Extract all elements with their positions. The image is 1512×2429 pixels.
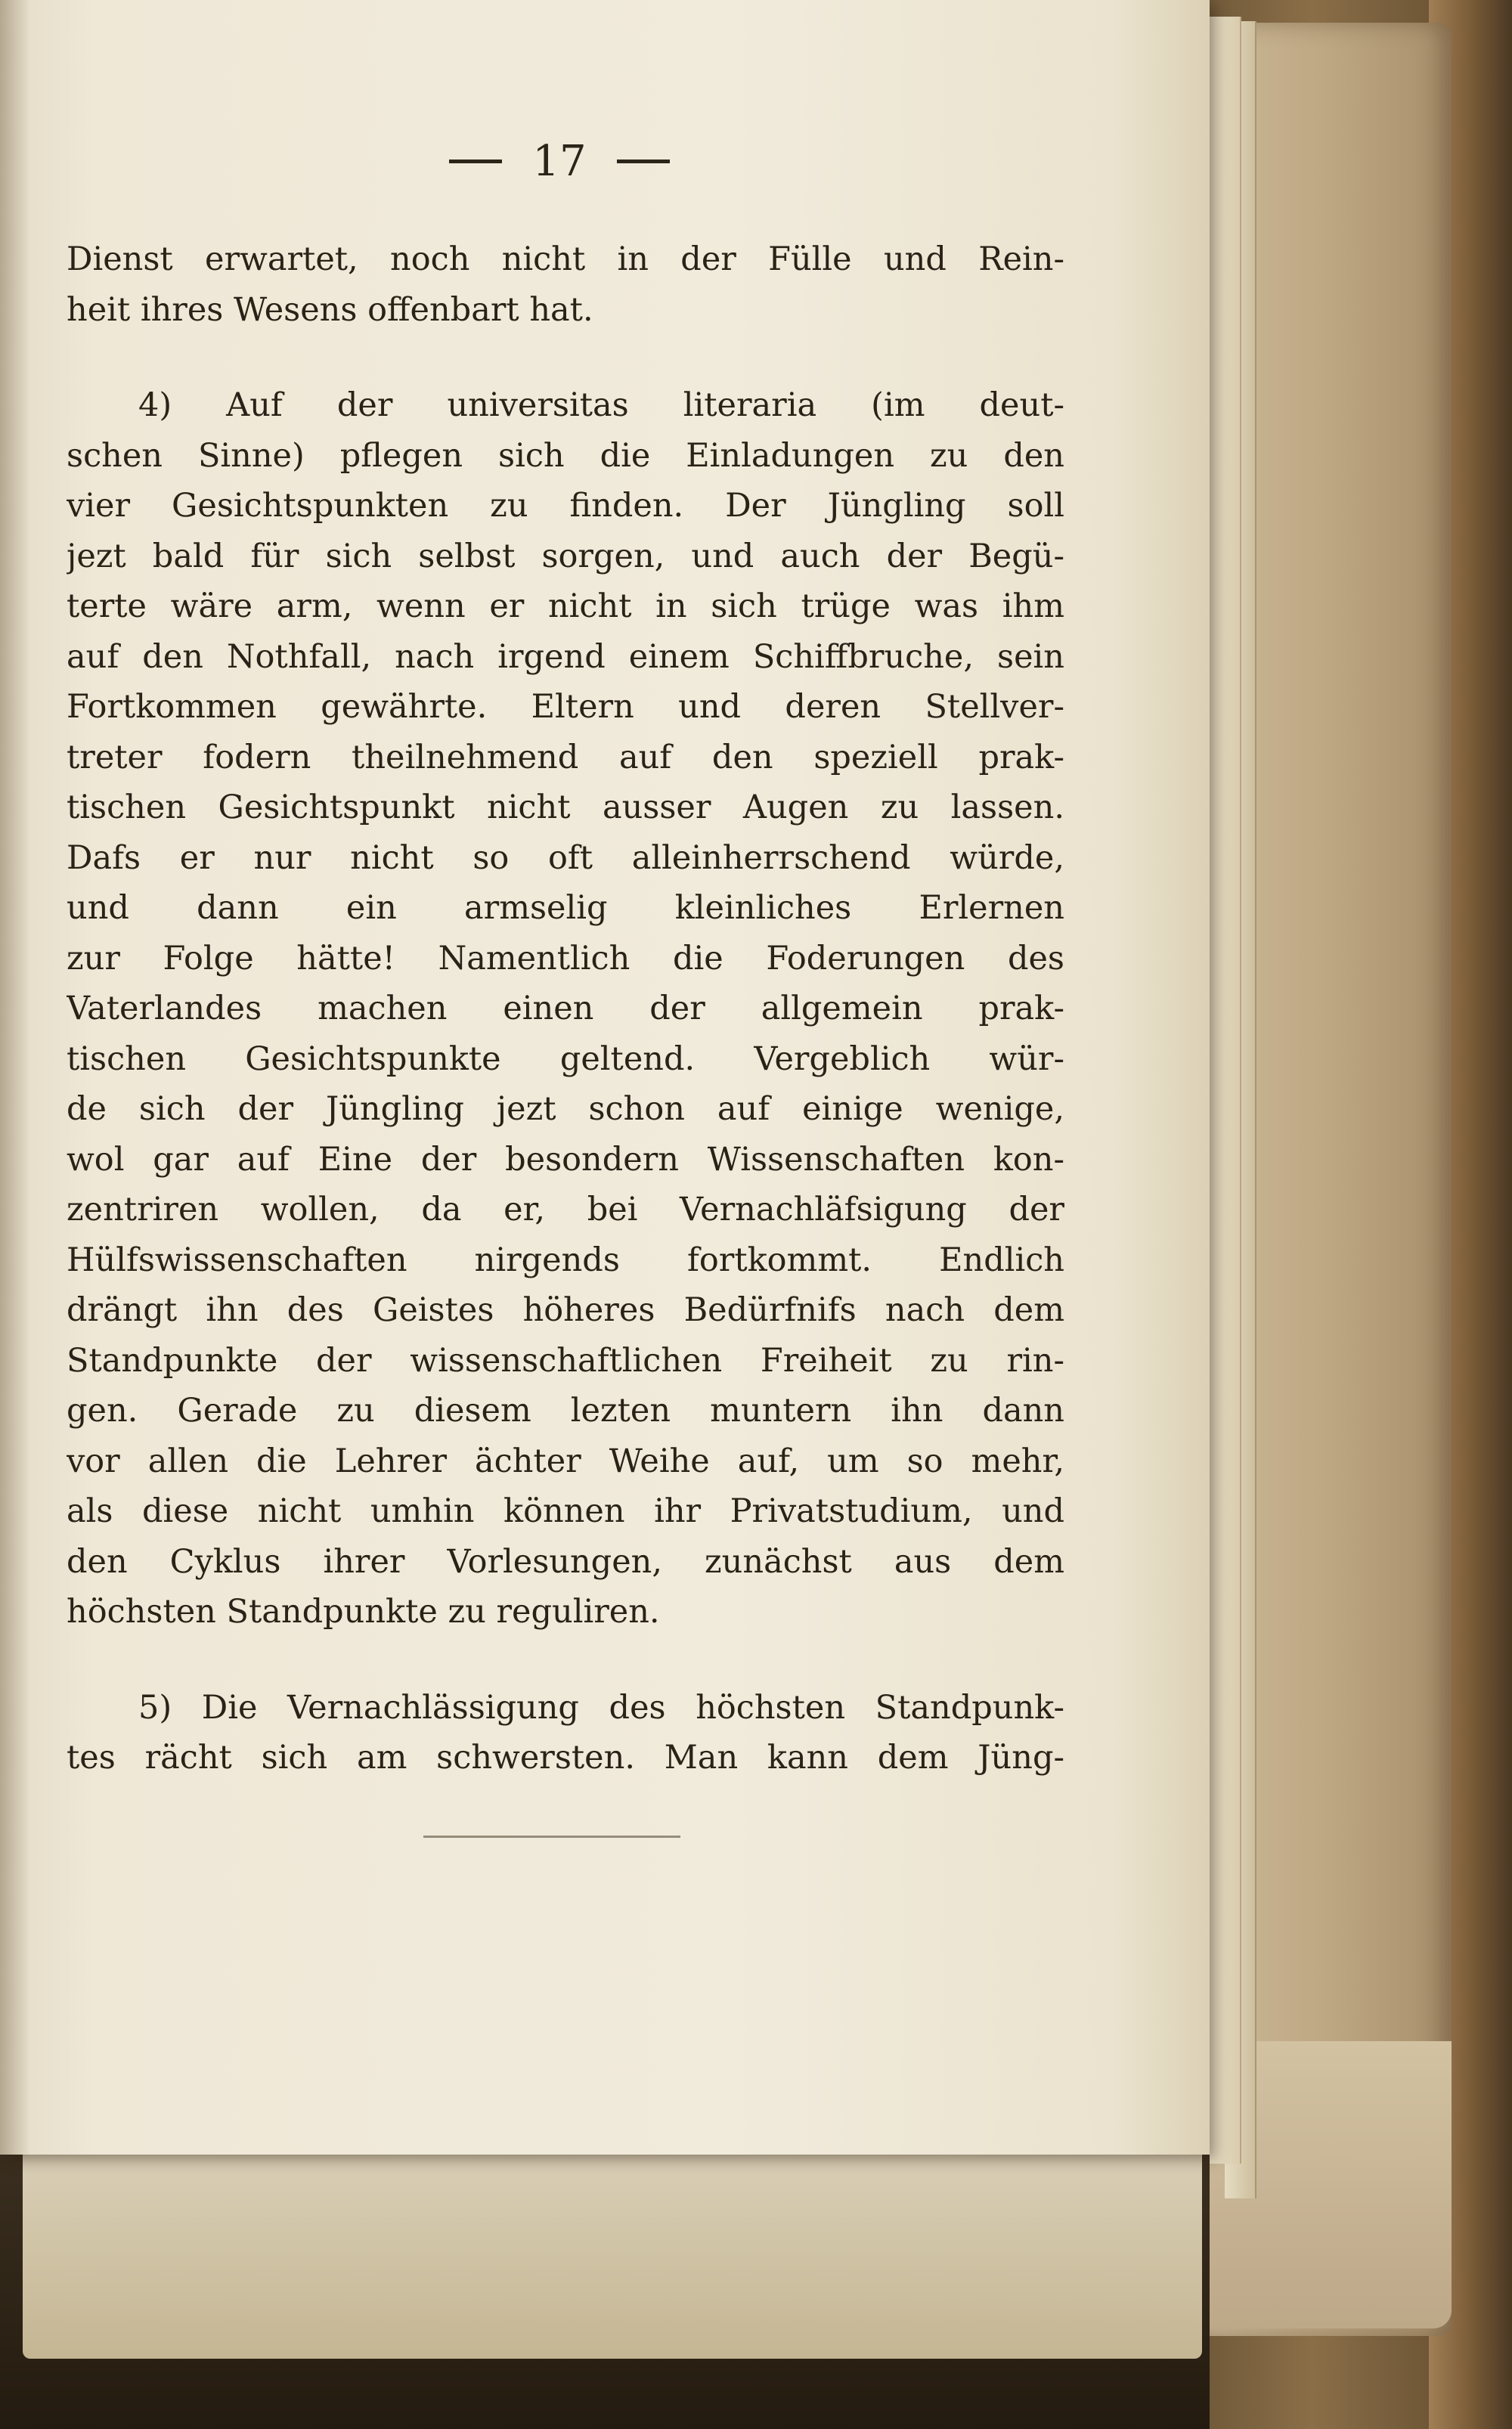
- text-line: den Cyklus ihrer Vorlesungen, zunächst aus dem: [67, 1542, 1064, 1581]
- body-text: [67, 234, 1064, 1783]
- text-line: Dafs er nur nicht so oft alleinherrschend würde,: [67, 838, 1064, 877]
- text-line: Hülfswissenschaften nirgends fortkommt. Endlich: [67, 1241, 1064, 1279]
- text-line: vier Gesichtspunkten zu finden. Der Jüngling soll: [67, 487, 1064, 525]
- paragraph-gap: [67, 1637, 1064, 1683]
- text-line: terte wäre arm, wenn er nicht in sich trüge was ihm: [67, 587, 1064, 625]
- text-line: höchsten Standpunkte zu reguliren.: [67, 1593, 660, 1631]
- text-line: wol gar auf Eine der besondern Wissenschaften kon-: [67, 1140, 1064, 1179]
- header-dash-right: [617, 160, 670, 163]
- text-line: tes rächt sich am schwersten. Man kann dem Jüng-: [67, 1739, 1064, 1777]
- text-line: tischen Gesichtspunkte geltend. Vergeblich wür-: [67, 1039, 1064, 1078]
- text-line: Fortkommen gewährte. Eltern und deren Stellver-: [67, 688, 1064, 726]
- text-line: auf den Nothfall, nach irgend einem Schiffbruche, sein: [67, 637, 1064, 676]
- underlying-page-sliver: [23, 2155, 1202, 2359]
- header-dash-left: [449, 160, 502, 163]
- text-line: Standpunkte der wissenschaftlichen Freiheit zu rin-: [67, 1341, 1064, 1380]
- text-line: de sich der Jüngling jezt schon auf einige wenige,: [67, 1090, 1064, 1128]
- text-line: vor allen die Lehrer ächter Weihe auf, um so mehr,: [67, 1442, 1064, 1480]
- text-line: zur Folge hätte! Namentlich die Foderungen des: [67, 939, 1064, 977]
- text-line: drängt ihn des Geistes höheres Bedürfnifs nach dem: [67, 1291, 1064, 1329]
- text-line: Vaterlandes machen einen der allgemein prak-: [67, 990, 1064, 1027]
- paragraph-gap: [67, 335, 1064, 380]
- text-line: Dienst erwartet, noch nicht in der Fülle und Rein-: [67, 240, 1064, 278]
- text-line: jezt bald für sich selbst sorgen, und auch der Begü-: [67, 537, 1064, 575]
- text-line: 4) Auf der universitas literaria (im deut-: [138, 386, 1064, 424]
- text-line: als diese nicht umhin können ihr Privatstudium, und: [67, 1492, 1064, 1530]
- gutter-shadow: [0, 0, 30, 2155]
- separator-rule: [423, 1836, 680, 1838]
- text-line: schen Sinne) pflegen sich die Einladungen zu den: [67, 436, 1064, 475]
- text-line: zentriren wollen, da er, bei Vernachläfsigung der: [67, 1191, 1064, 1228]
- text-line: und dann ein armselig kleinliches Erlernen: [67, 889, 1064, 927]
- page-header: [423, 127, 696, 195]
- text-line: 5) Die Vernachlässigung des höchsten Standpunk-: [138, 1688, 1064, 1727]
- text-line: heit ihres Wesens offenbart hat.: [67, 290, 593, 329]
- page-number: 17: [532, 136, 587, 186]
- text-line: treter fodern theilnehmend auf den speziell prak-: [67, 738, 1064, 776]
- text-line: tischen Gesichtspunkt nicht ausser Augen zu lassen.: [67, 788, 1064, 826]
- text-line: gen. Gerade zu diesem lezten muntern ihn dann: [67, 1392, 1064, 1430]
